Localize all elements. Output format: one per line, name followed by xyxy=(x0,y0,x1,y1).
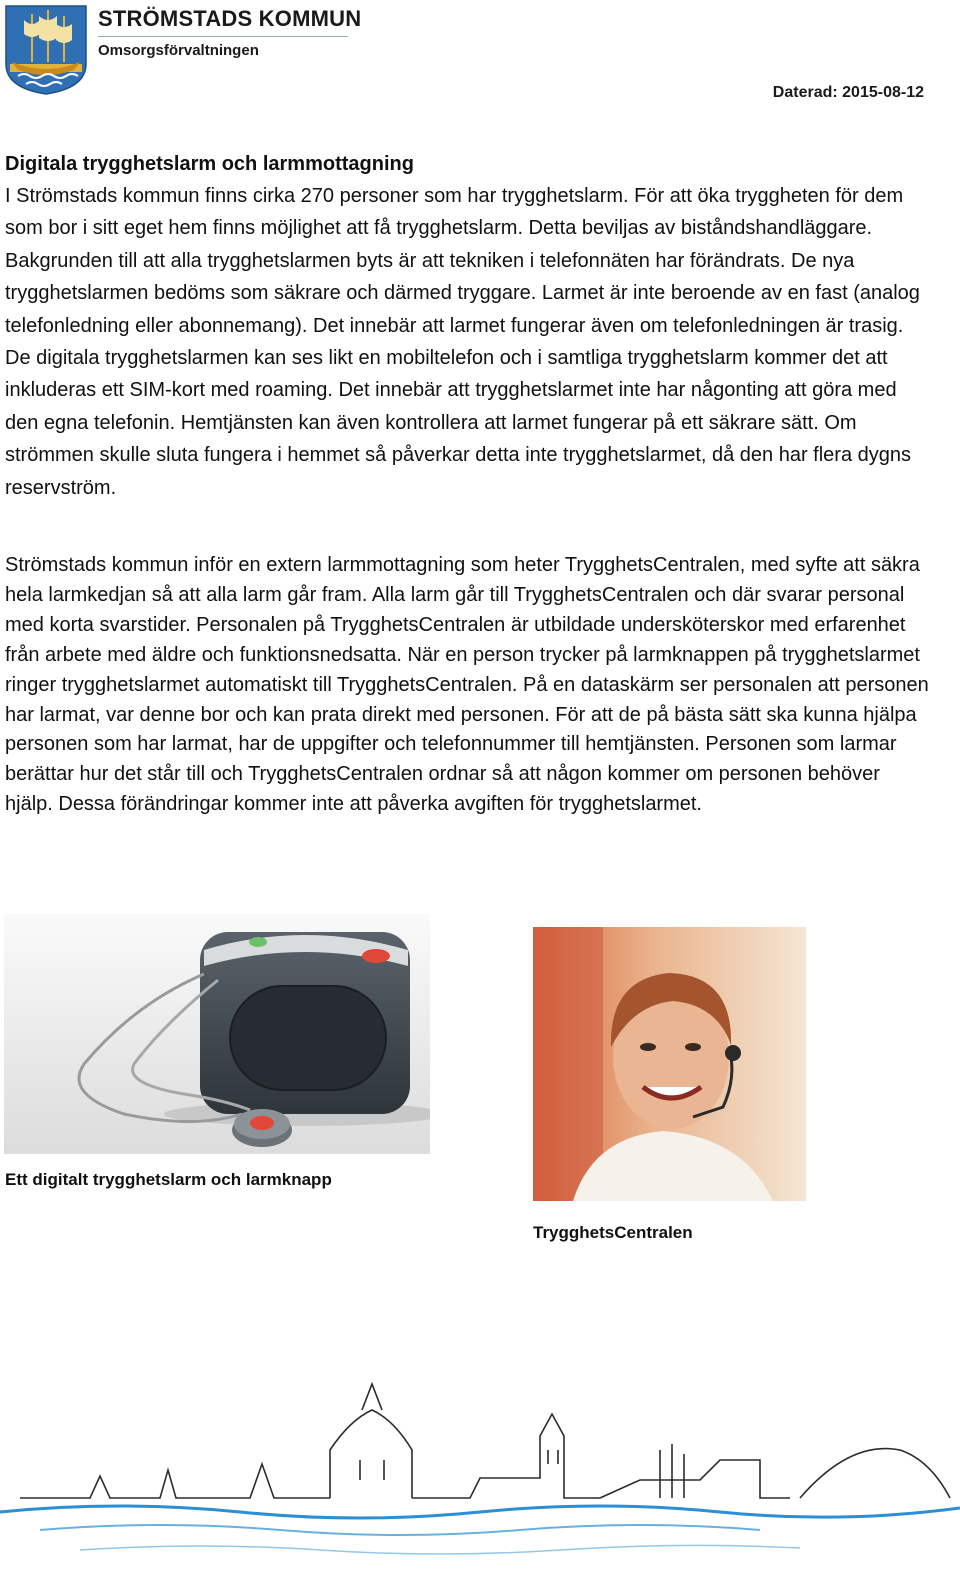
organization-name: STRÖMSTADS KOMMUN xyxy=(98,6,362,31)
operator-photo xyxy=(533,927,806,1201)
municipality-crest-logo xyxy=(4,4,88,96)
organization-unit: Omsorgsförvaltningen xyxy=(98,42,259,59)
town-skyline-illustration xyxy=(0,1380,960,1595)
alarm-device-photo xyxy=(4,914,430,1154)
header-divider xyxy=(98,36,348,37)
body-paragraph-2: Strömstads kommun inför en extern larmmottagning som heter TrygghetsCentralen, med syfte att säkra hela larmkedjan så att alla larm går fram. Alla larm går till TrygghetsCentralen och där svarar personal med korta svarstider. Personalen på TrygghetsCentralen är utbildade undersköterskor med erfarenhet från arbete med äldre och funktionsnedsatta. När en person trycker på larmknappen på trygghetslarmet ringer trygghetslarmet automatiskt till TrygghetsCentralen. På en dataskärm ser personalen att personen har larmat, var denne bor och kan prata direkt med personen. För att de på bästa sätt ska kunna hjälpa personen som har larmat, har de uppgifter och telefonnummer till hemtjänsten. Personen som larmar berättar hur det står till och TrygghetsCentralen ordnar så att någon kommer om personen behöver hjälp. Dessa förändringar kommer inte att påverka avgiften för trygghetslarmet. xyxy=(5,554,929,816)
document-date: Daterad: 2015-08-12 xyxy=(772,84,924,101)
operator-caption: TrygghetsCentralen xyxy=(533,1223,693,1242)
document-title: Digitala trygghetslarm och larmmottagning xyxy=(5,153,414,175)
body-paragraph-1: I Strömstads kommun finns cirka 270 personer som har trygghetslarm. För att öka tryggheten för dem som bor i sitt eget hem finns möjlighet att få trygghetslarm. Detta beviljas av biståndshandläggare. Bakgrunden till att alla trygghetslarmen byts är att tekniken i telefonnäten har förändrats. De nya trygghetslarmen bedöms som säkrare och därmed tryggare. Larmet är inte beroende av en fast (analog telefonledning eller abonnemang). Det innebär att larmet fungerar även om telefonledningen är trasig. De digitala trygghetslarmen kan ses likt en mobiltelefon och i samtliga trygghetslarm kommer det att inkluderas ett SIM-kort med roaming. Det innebär att trygghetslarmet inte har någonting att göra med den egna telefonin. Hemtjänsten kan även kontrollera att larmet fungerar på ett säkrare sätt. Om strömmen skulle sluta fungera i hemmet så påverkar detta inte trygghetslarmet, då den har flera dygns reservström. xyxy=(5,185,920,499)
device-caption: Ett digitalt trygghetslarm och larmknapp xyxy=(5,1170,332,1189)
